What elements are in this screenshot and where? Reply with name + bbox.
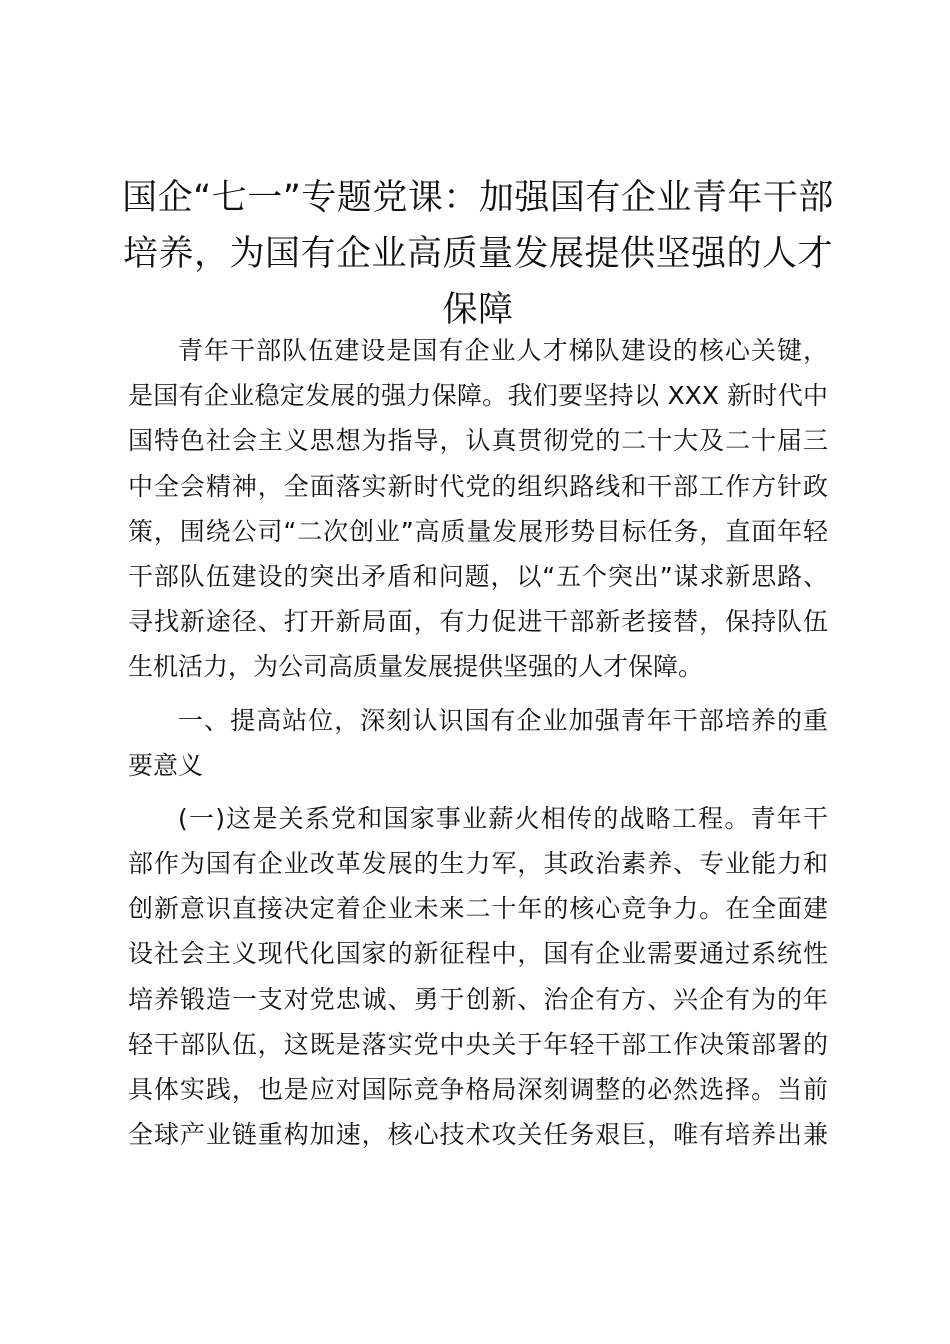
heading-line: 一、提高站位，深刻认识国有企业加强青年干部培养的重 xyxy=(178,705,828,735)
paragraph-gap xyxy=(128,690,828,698)
paragraph-line: 全球产业链重构加速，核心技术攻关任务艰巨，唯有培养出兼 xyxy=(128,1120,828,1150)
paragraph-line: 国特色社会主义思想为指导，认真贯彻党的二十大及二十届三 xyxy=(128,426,828,456)
title-line: 保障 xyxy=(442,290,514,330)
paragraph-line: 具体实践，也是应对国际竞争格局深刻调整的必然选择。当前 xyxy=(128,1075,828,1104)
paragraph-section-1-1 xyxy=(128,796,828,1158)
title-line: 国企“七一”专题党课：加强国有企业青年干部 xyxy=(122,178,834,218)
paragraph-line: (一)这是关系党和国家事业薪火相传的战略工程。青年干 xyxy=(178,803,828,833)
paragraph-line: 轻干部队伍，这既是落实党中央关于年轻干部工作决策部署的 xyxy=(128,1029,828,1059)
paragraph-line: 干部队伍建设的突出矛盾和问题，以“五个突出”谋求新思路、 xyxy=(128,561,828,591)
paragraph-line: 是国有企业稳定发展的强力保障。我们要坚持以 XXX 新时代中 xyxy=(128,381,828,411)
heading-line: 要意义 xyxy=(128,750,204,780)
paragraph-line: 培养锻造一支对党忠诚、勇于创新、治企有方、兴企有为的年 xyxy=(128,984,828,1014)
paragraph-line: 青年干部队伍建设是国有企业人才梯队建设的核心关键， xyxy=(178,336,828,365)
paragraph-line: 设社会主义现代化国家的新征程中，国有企业需要通过系统性 xyxy=(128,939,828,969)
paragraph-line: 部作为国有企业改革发展的生力军，其政治素养、专业能力和 xyxy=(128,849,828,879)
paragraph-line: 生机活力，为公司高质量发展提供坚强的人才保障。 xyxy=(128,652,704,682)
title-line: 培养，为国有企业高质量发展提供坚强的人才 xyxy=(122,234,833,274)
paragraph-line: 寻找新途径、打开新局面，有力促进干部新老接替，保持队伍 xyxy=(128,607,828,637)
paragraph-gap xyxy=(128,788,828,796)
paragraph-line: 中全会精神，全面落实新时代党的组织路线和干部工作方针政 xyxy=(128,471,828,501)
section-heading-1 xyxy=(128,698,828,788)
document-body xyxy=(128,328,828,1157)
paragraph-line: 创新意识直接决定着企业未来二十年的核心竞争力。在全面建 xyxy=(128,894,828,924)
paragraph-line: 策，围绕公司“二次创业”高质量发展形势目标任务，直面年轻 xyxy=(128,516,828,546)
paragraph-intro xyxy=(128,328,828,690)
document-title xyxy=(118,170,838,338)
